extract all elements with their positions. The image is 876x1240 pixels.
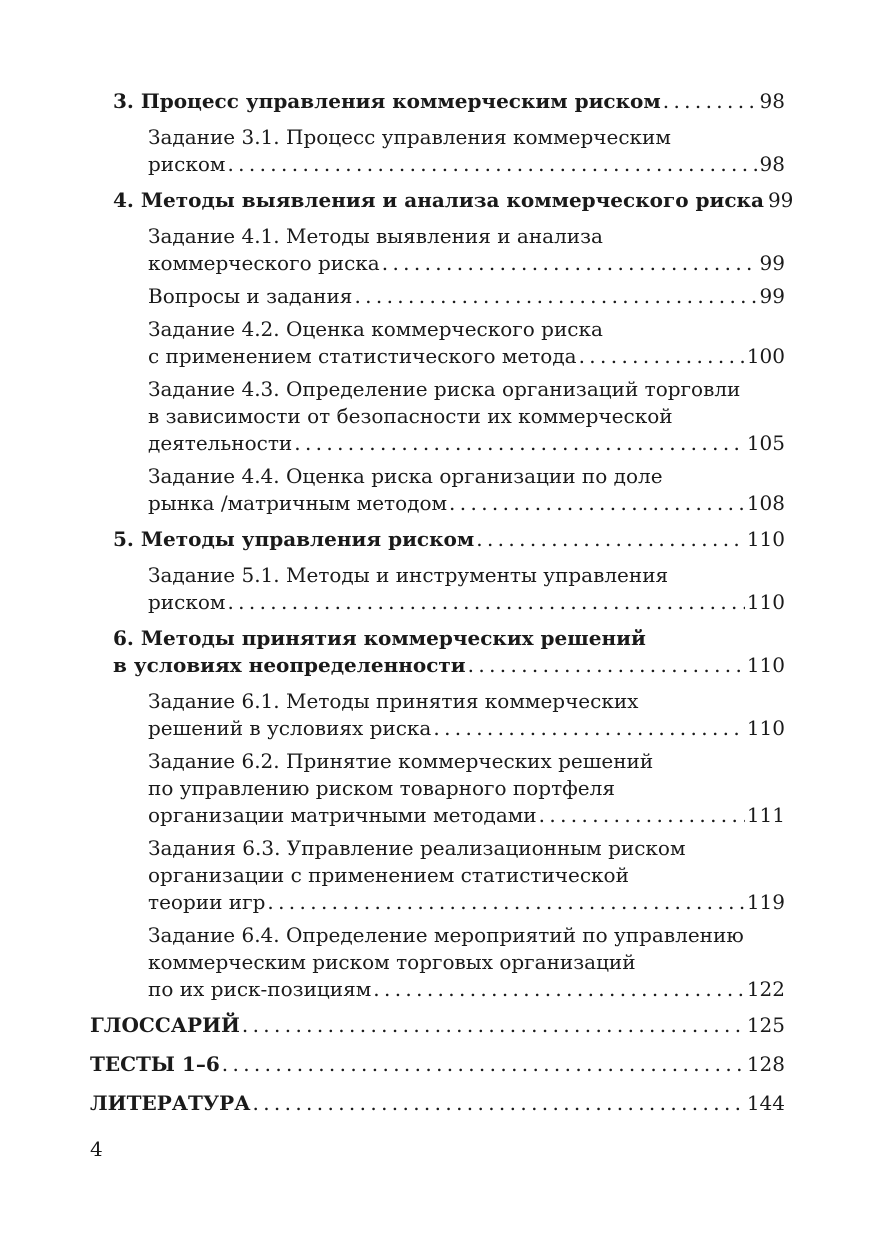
- toc-entry-title-line: риском: [148, 152, 226, 176]
- dot-leader: [252, 1090, 744, 1117]
- dot-leader: [242, 1012, 745, 1039]
- dot-leader: [294, 430, 745, 457]
- toc-entry-title-line: Задание 3.1. Процесс управления коммерческим: [148, 125, 671, 149]
- toc-entry[interactable]: [113, 187, 794, 214]
- toc-entry-title-line: Задание 4.1. Методы выявления и анализа: [148, 224, 603, 248]
- toc-entry-title-line: коммерческого риска: [148, 251, 380, 275]
- toc-entry[interactable]: [148, 376, 785, 457]
- toc-page-number: 144: [746, 1091, 785, 1115]
- toc-entry-title-line: ГЛОССАРИЙ: [90, 1013, 240, 1037]
- toc-page-number: 110: [746, 716, 785, 740]
- toc-entry[interactable]: [148, 688, 785, 742]
- toc-entry-title-line: риском: [148, 590, 226, 614]
- toc-page-number: 105: [746, 431, 785, 455]
- toc-entry[interactable]: [148, 835, 785, 916]
- dot-leader: [476, 526, 745, 553]
- dot-leader: [468, 652, 745, 679]
- toc-entry[interactable]: [148, 124, 785, 178]
- toc-page-number: 111: [746, 803, 785, 827]
- dot-leader: [227, 151, 757, 178]
- toc-entry[interactable]: [148, 223, 785, 277]
- table-of-contents: [0, 88, 876, 1117]
- toc-entry-title-line: 3. Процесс управления коммерческим риском: [113, 89, 661, 113]
- toc-entry-title-line: 4. Методы выявления и анализа коммерческого риска: [113, 188, 764, 212]
- page-number: 4: [90, 1137, 103, 1161]
- dot-leader: [222, 1051, 745, 1078]
- toc-entry-title-line: 6. Методы принятия коммерческих решений: [113, 626, 646, 650]
- toc-entry-title-line: Вопросы и задания: [148, 284, 353, 308]
- toc-entry[interactable]: [148, 463, 785, 517]
- toc-entry[interactable]: [90, 1090, 785, 1117]
- dot-leader: [449, 490, 745, 517]
- dot-leader: [382, 250, 758, 277]
- toc-entry[interactable]: [113, 526, 785, 553]
- toc-page-number: 110: [746, 653, 785, 677]
- toc-entry-title-line: 5. Методы управления риском: [113, 527, 475, 551]
- dot-leader: [579, 343, 745, 370]
- dot-leader: [373, 976, 745, 1003]
- toc-entry-title-line: организации с применением статистической: [148, 863, 629, 887]
- toc-entry-title-line: с применением статистического метода: [148, 344, 577, 368]
- toc-page-number: 100: [746, 344, 785, 368]
- toc-entry-title-line: Задание 6.2. Принятие коммерческих решений: [148, 749, 654, 773]
- toc-page-number: 122: [746, 977, 785, 1001]
- toc-entry-title-line: Задание 4.2. Оценка коммерческого риска: [148, 317, 603, 341]
- toc-entry[interactable]: [113, 625, 785, 679]
- dot-leader: [267, 889, 744, 916]
- toc-entry-title-line: по управлению риском товарного портфеля: [148, 776, 615, 800]
- toc-entry[interactable]: [148, 316, 785, 370]
- toc-entry-title-line: Задания 6.3. Управление реализационным риском: [148, 836, 686, 860]
- toc-entry-title-line: Задание 6.4. Определение мероприятий по управлению: [148, 923, 744, 947]
- dot-leader: [227, 589, 744, 616]
- toc-entry-title-line: по их риск-позициям: [148, 977, 372, 1001]
- dot-leader: [354, 283, 757, 310]
- toc-entry[interactable]: [113, 88, 785, 115]
- toc-entry[interactable]: [148, 562, 785, 616]
- toc-page-number: 110: [746, 527, 785, 551]
- toc-page-number: 119: [746, 890, 785, 914]
- dot-leader: [663, 88, 758, 115]
- toc-entry-title-line: теории игр: [148, 890, 266, 914]
- toc-entry-title-line: в условиях неопределенности: [113, 653, 466, 677]
- toc-entry[interactable]: [90, 1012, 785, 1039]
- toc-page-number: 98: [759, 152, 785, 176]
- dot-leader: [433, 715, 744, 742]
- toc-entry-title-line: деятельности: [148, 431, 293, 455]
- toc-entry-title-line: организации матричными методами: [148, 803, 537, 827]
- toc-entry-title-line: Задание 5.1. Методы и инструменты управления: [148, 563, 669, 587]
- toc-entry[interactable]: [148, 748, 785, 829]
- toc-entry-title-line: ЛИТЕРАТУРА: [90, 1091, 251, 1115]
- toc-page-number: 128: [746, 1052, 785, 1076]
- toc-entry-title-line: в зависимости от безопасности их коммерческой: [148, 404, 673, 428]
- toc-entry-title-line: ТЕСТЫ 1–6: [90, 1052, 220, 1076]
- toc-page-number: 99: [759, 284, 785, 308]
- dot-leader: [539, 802, 745, 829]
- toc-entry-title-line: коммерческим риском торговых организаций: [148, 950, 636, 974]
- toc-page-number: 110: [746, 590, 785, 614]
- toc-entry-title-line: Задание 6.1. Методы принятия коммерческих: [148, 689, 639, 713]
- toc-entry[interactable]: [148, 283, 785, 310]
- toc-page-number: 98: [759, 89, 785, 113]
- toc-page-number: 99: [759, 251, 785, 275]
- toc-entry[interactable]: [90, 1051, 785, 1078]
- toc-entry-title-line: решений в условиях риска: [148, 716, 432, 740]
- toc-entry-title-line: Задание 4.4. Оценка риска организации по доле: [148, 464, 663, 488]
- toc-entry-title-line: рынка /матричным методом: [148, 491, 448, 515]
- toc-page-number: 99: [767, 188, 794, 212]
- toc-page-number: 125: [746, 1013, 785, 1037]
- toc-entry-title-line: Задание 4.3. Определение риска организаций торговли: [148, 377, 741, 401]
- toc-entry[interactable]: [148, 922, 785, 1003]
- toc-page-number: 108: [746, 491, 785, 515]
